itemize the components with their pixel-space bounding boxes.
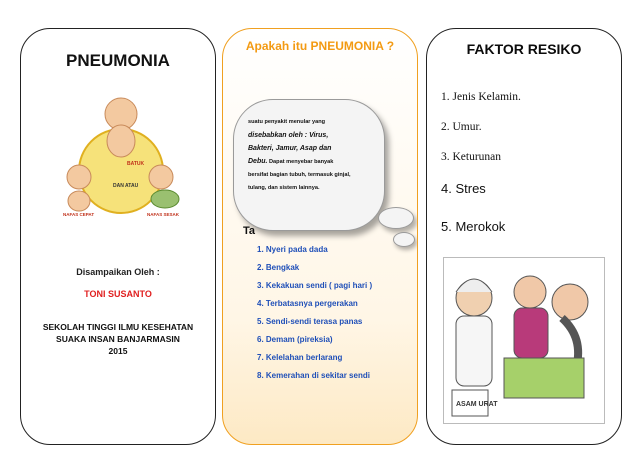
risk-panel — [426, 28, 622, 445]
signs-list — [257, 241, 372, 385]
bubble-line: disebabkan oleh : Virus, — [248, 132, 329, 139]
cover-title: PNEUMONIA — [66, 51, 170, 70]
label-dan-atau: DAN ATAU — [113, 183, 139, 189]
bubble-line: Debu. — [248, 158, 268, 165]
list-item: 7. Kelelahan berlarang — [257, 353, 343, 362]
school-line-1: SEKOLAH TINGGI ILMU KESEHATAN — [42, 322, 194, 332]
risk-item: 4. Stres — [441, 181, 486, 196]
bubble-line: tulang, dan sistem lainnya. — [248, 185, 320, 191]
bubble-text — [248, 116, 370, 195]
bubble-line: bersifat bagian tubuh, termasuk ginjal, — [248, 172, 351, 178]
school-line-2: SUAKA INSAN BANJARMASIN — [56, 334, 180, 344]
cover-panel — [20, 28, 216, 445]
presenter-name: TONI SUSANTO — [84, 289, 152, 299]
bubble-line: Dapat menyebar banyak — [269, 159, 334, 165]
list-item: 5. Sendi-sendi terasa panas — [257, 317, 363, 326]
label-batuk: BATUK — [127, 161, 145, 167]
definition-title: Apakah itu PNEUMONIA ? — [245, 39, 395, 53]
cartoon-label: ASAM URAT — [456, 401, 498, 408]
presented-by-label: Disampaikan Oleh : — [76, 267, 160, 277]
list-item: 1. Nyeri pada dada — [257, 245, 328, 254]
signs-title: Ta — [243, 225, 256, 237]
risk-title: FAKTOR RESIKO — [466, 41, 582, 57]
risk-item: 2. Umur. — [441, 121, 482, 133]
thought-bubble — [233, 99, 385, 231]
list-item: 4. Terbatasnya pergerakan — [257, 299, 358, 308]
risk-item: 5. Merokok — [441, 219, 506, 234]
bubble-tail-large — [378, 207, 414, 229]
list-item: 2. Bengkak — [257, 263, 300, 272]
gout-cartoon-image — [443, 257, 605, 424]
list-item: 3. Kekakuan sendi ( pagi hari ) — [257, 281, 373, 290]
risk-item: 3. Keturunan — [441, 151, 502, 163]
label-nafas-cepat: NAFAS CEPAT — [63, 212, 95, 217]
list-item: 8. Kemerahan di sekitar sendi — [257, 371, 370, 380]
risk-item: 1. Jenis Kelamin. — [441, 91, 521, 103]
list-item: 6. Demam (pireksia) — [257, 335, 333, 344]
bubble-line: Bakteri, Jamur, Asap dan — [248, 145, 332, 152]
bubble-line: suatu penyakit menular yang — [248, 119, 326, 125]
symptom-diagram — [61, 79, 181, 219]
bubble-tail-small — [393, 232, 415, 247]
school-year: 2015 — [108, 346, 128, 356]
school-info — [29, 321, 207, 357]
definition-panel — [222, 28, 418, 445]
label-nafas-sesak: NAFAS SESAK — [147, 212, 180, 217]
